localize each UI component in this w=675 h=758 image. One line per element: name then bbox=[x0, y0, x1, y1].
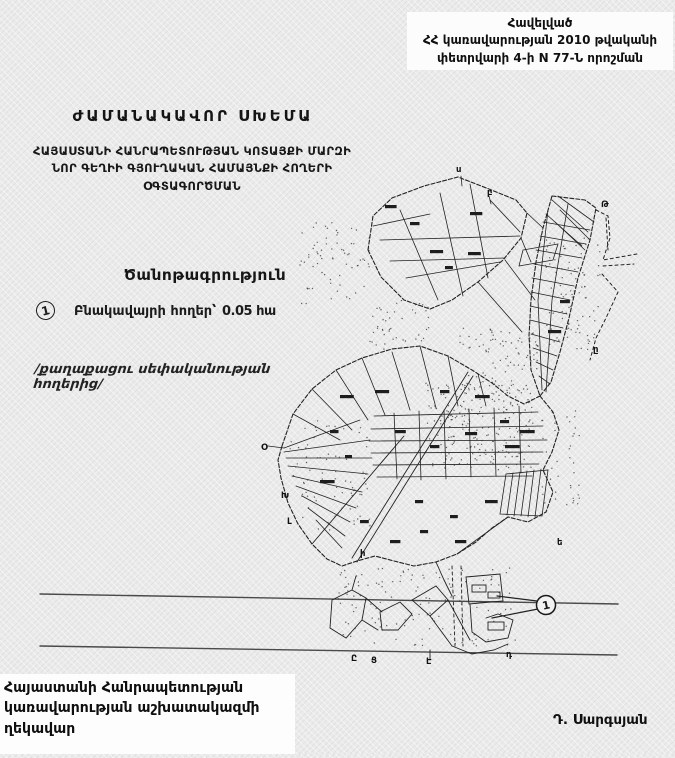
map-tiny-letters bbox=[261, 165, 609, 667]
footer-line-1: Հայաստանի Հանրապետության bbox=[4, 680, 244, 696]
svg-text:ի: ի bbox=[360, 549, 366, 559]
svg-text:Օ: Օ bbox=[261, 443, 268, 453]
legend-item-label: Բնակավայրի հողեր՝ bbox=[74, 304, 217, 319]
annex-line-2: ՀՀ կառավարության 2010 թվականի bbox=[422, 33, 658, 48]
footer-line-2: կառավարության աշխատակազմի bbox=[4, 700, 260, 717]
footer-line-3: ղեկավար bbox=[4, 720, 76, 737]
map-boundary-nw-lobe bbox=[368, 177, 527, 309]
svg-text:Թ: Թ bbox=[601, 200, 609, 210]
svg-text:Ց: Ց bbox=[371, 656, 377, 666]
svg-text:Խ: Խ bbox=[281, 491, 290, 501]
svg-text:Է: Է bbox=[426, 657, 432, 667]
footer-signing-authority bbox=[0, 674, 295, 754]
central-west-fan bbox=[268, 358, 385, 548]
subtitle-line-3: ՕԳՏԱԳՈՐԾՄԱՆ bbox=[143, 178, 241, 193]
svg-text:դ: դ bbox=[506, 650, 513, 660]
annex-line-3: փետրվարի 4-ի N 77-Ն որոշման bbox=[437, 50, 643, 65]
callout-number: 1 bbox=[541, 598, 552, 613]
nw-lobe-parcels bbox=[373, 176, 520, 300]
svg-text:ե: ե bbox=[557, 538, 563, 548]
subtitle-line-2: ՆՈՐ ԳԵՂԻԻ ԳՅՈՒՂԱԿԱՆ ՀԱՄԱՅՆՔԻ ՀՈՂԵՐԻ bbox=[51, 161, 333, 176]
svg-text:բ: բ bbox=[487, 188, 493, 198]
bottom-tail-chain bbox=[330, 562, 513, 660]
horizontal-survey-lines bbox=[40, 594, 618, 655]
ne-band-hatching bbox=[530, 196, 594, 392]
legend-note: /քաղաքացու սեփականության հողերից/ bbox=[32, 362, 272, 392]
central-grid-parcels bbox=[369, 346, 547, 480]
legend-heading: Ծանոթագրություն bbox=[123, 266, 287, 284]
svg-text:ս: ս bbox=[456, 165, 462, 175]
map-boundary-ne-band bbox=[529, 196, 599, 396]
svg-text:Լ: Լ bbox=[287, 517, 292, 527]
document-title: ԺԱՄԱՆԱԿԱՎՈՐ ՍԽԵՄԱ bbox=[72, 107, 314, 125]
subtitle-line-1: ՀԱՅԱՍՏԱՆԻ ՀԱՆՐԱՊԵՏՈՒԹՅԱՆ ԿՈՏԱՅՔԻ ՄԱՐԶԻ bbox=[32, 144, 352, 158]
annex-line-1: Հավելված bbox=[507, 16, 573, 31]
right-dashed-boundary bbox=[590, 210, 637, 360]
signature-name: Դ. Սարգսյան bbox=[553, 712, 648, 728]
legend-circled-1-symbol: 1 bbox=[34, 299, 57, 322]
svg-text:ը: ը bbox=[593, 345, 599, 355]
legend-item-value: 0.05 հա bbox=[222, 304, 276, 319]
svg-text:Ը: Ը bbox=[351, 654, 358, 664]
map-boundary-central bbox=[278, 346, 559, 566]
